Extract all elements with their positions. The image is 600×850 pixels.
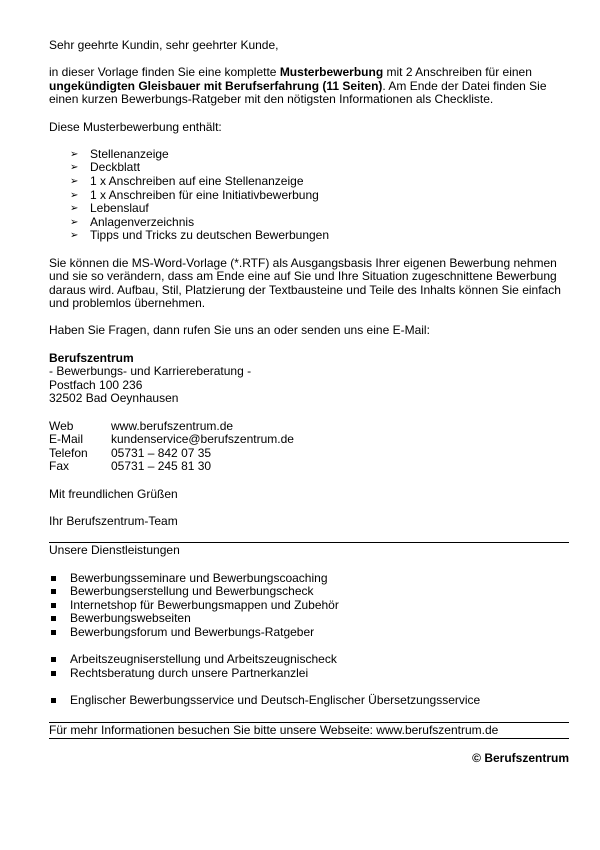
square-bullet-icon: [51, 616, 56, 621]
square-bullet-icon: [51, 698, 56, 703]
contact-label: Telefon: [49, 445, 88, 460]
list-item-text: 1 x Anschreiben für eine Initiativbewerbung: [90, 187, 319, 202]
list-item: [49, 572, 569, 586]
list-item-text: Lebenslauf: [90, 201, 149, 216]
city: 32502 Bad Oeynhausen: [49, 391, 179, 406]
list-item-text: Stellenanzeige: [90, 146, 169, 161]
company-name: Berufszentrum: [49, 350, 134, 365]
address-block: [49, 352, 569, 406]
list-item-text: Englischer Bewerbungsservice und Deutsch-Englischer Übersetzungsservice: [70, 692, 481, 707]
usage-paragraph: Sie können die MS-Word-Vorlage (*.RTF) als Ausgangsbasis Ihrer eigenen Bewerbung nehmen und sie so verändern, dass am Ende eine auf Sie und Ihre Situation zugeschnittene Bewerbung daraus wird. Aufbau, Stil, Platzierung der Textbausteine und Teile des Inhalts können Sie einfach und problemlos übernehmen.: [49, 255, 561, 311]
services-heading: Unsere Dienstleistungen: [49, 543, 180, 558]
greeting: Sehr geehrte Kundin, sehr geehrter Kunde,: [49, 38, 279, 52]
table-row: [49, 433, 294, 447]
square-bullet-icon: [51, 603, 56, 608]
square-bullet-icon: [51, 589, 56, 594]
contents-list: [49, 148, 569, 243]
list-item-text: Bewerbungsseminare und Bewerbungscoaching: [70, 570, 328, 585]
list-item: [49, 585, 569, 599]
copyright: © Berufszentrum: [472, 751, 569, 766]
square-bullet-icon: [51, 630, 56, 635]
list-item-text: Bewerbungswebseiten: [70, 611, 191, 626]
list-item: [49, 599, 569, 613]
document-page: [49, 39, 569, 766]
closing: Mit freundlichen Grüßen: [49, 486, 178, 501]
list-item: [49, 667, 569, 681]
email-link[interactable]: kundenservice@berufszentrum.de: [111, 432, 294, 447]
list-item: [70, 216, 569, 230]
intro-bold-profession: ungekündigten Gleisbauer mit Berufserfahrung (11 Seiten): [49, 78, 383, 93]
list-item: [70, 202, 569, 216]
list-item: [70, 229, 569, 243]
list-item: [70, 175, 569, 189]
arrow-bullet-icon: ➢: [70, 175, 79, 187]
square-bullet-icon: [51, 576, 56, 581]
arrow-bullet-icon: ➢: [70, 148, 79, 160]
contact-table: [49, 420, 294, 474]
list-item-text: Rechtsberatung durch unsere Partnerkanzlei: [70, 665, 309, 680]
table-row: [49, 460, 294, 474]
signature: Ihr Berufszentrum-Team: [49, 513, 178, 528]
list-item: [70, 148, 569, 162]
table-row: [49, 420, 294, 434]
list-item-text: Bewerbungserstellung und Bewerbungscheck: [70, 584, 314, 599]
intro-text: . Am Ende der Datei finden Sie einen kurzen Bewerbungs-Ratgeber mit den nötigsten Informationen als Checkliste.: [49, 78, 547, 107]
list-item-text: Tipps und Tricks zu deutschen Bewerbungen: [90, 228, 330, 243]
intro-paragraph: [49, 66, 569, 107]
contact-label: Web: [49, 418, 74, 433]
square-bullet-icon: [51, 671, 56, 676]
intro-text: mit 2 Anschreiben für einen: [383, 65, 532, 80]
fax-value: 05731 – 245 81 30: [111, 459, 212, 474]
list-item-text: Anlagenverzeichnis: [90, 214, 195, 229]
square-bullet-icon: [51, 657, 56, 662]
table-row: [49, 447, 294, 461]
website-link[interactable]: www.berufszentrum.de: [111, 418, 234, 433]
contact-label: E-Mail: [49, 432, 84, 447]
list-item: [49, 653, 569, 667]
arrow-bullet-icon: ➢: [70, 230, 79, 242]
list-item-text: Arbeitszeugniserstellung und Arbeitszeugnischeck: [70, 652, 337, 667]
list-item: [49, 612, 569, 626]
services-list-3: [49, 694, 569, 708]
more-info: Für mehr Informationen besuchen Sie bitte unsere Webseite: www.berufszentrum.de: [49, 722, 499, 737]
services-list-1: [49, 572, 569, 640]
questions-paragraph: Haben Sie Fragen, dann rufen Sie uns an oder senden uns eine E-Mail:: [49, 323, 430, 338]
list-item-text: Bewerbungsforum und Bewerbungs-Ratgeber: [70, 624, 315, 639]
list-item: [70, 161, 569, 175]
arrow-bullet-icon: ➢: [70, 189, 79, 201]
list-item-text: Internetshop für Bewerbungsmappen und Zubehör: [70, 597, 339, 612]
list-item: [70, 189, 569, 203]
phone-value: 05731 – 842 07 35: [111, 445, 212, 460]
contents-heading: Diese Musterbewerbung enthält:: [49, 119, 222, 134]
list-item: [49, 626, 569, 640]
arrow-bullet-icon: ➢: [70, 203, 79, 215]
company-tagline: - Bewerbungs- und Karriereberatung -: [49, 364, 252, 379]
list-item-text: Deckblatt: [90, 160, 141, 175]
intro-text: in dieser Vorlage finden Sie eine komplette: [49, 65, 280, 80]
list-item: [49, 694, 569, 708]
services-list-2: [49, 653, 569, 680]
list-item-text: 1 x Anschreiben auf eine Stellenanzeige: [90, 173, 304, 188]
intro-bold-product: Musterbewerbung: [279, 65, 384, 80]
contact-label: Fax: [49, 459, 70, 474]
postbox: Postfach 100 236: [49, 377, 143, 392]
arrow-bullet-icon: ➢: [70, 162, 79, 174]
arrow-bullet-icon: ➢: [70, 216, 79, 228]
divider: [49, 738, 569, 739]
